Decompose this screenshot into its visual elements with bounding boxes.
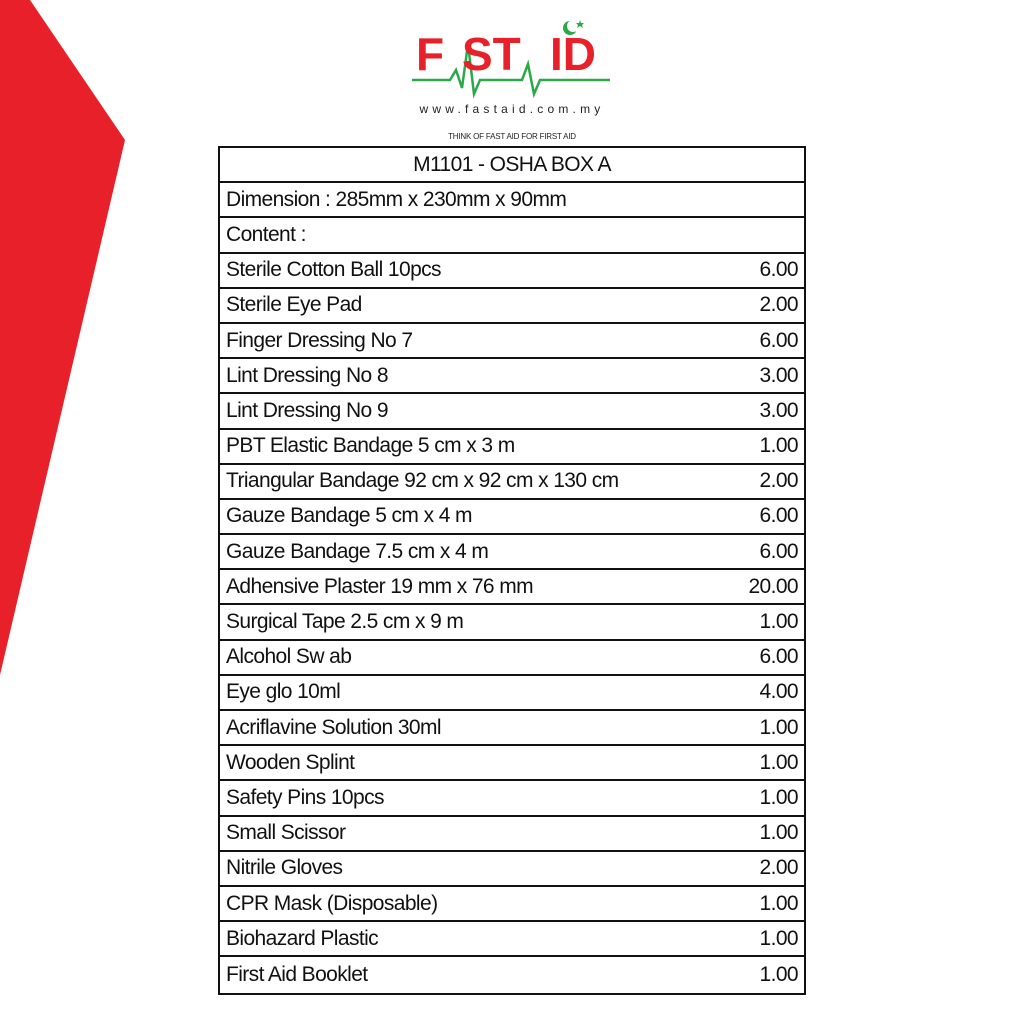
item-name: Triangular Bandage 92 cm x 92 cm x 130 cm (226, 469, 619, 493)
table-row (220, 746, 804, 781)
item-quantity: 1.00 (759, 821, 798, 845)
item-quantity: 6.00 (759, 504, 798, 528)
brand-tagline: THINK OF FAST AID FOR FIRST AID (448, 132, 576, 141)
content-header-row (220, 218, 804, 253)
table-row (220, 465, 804, 500)
item-name: Alcohol Sw ab (226, 645, 352, 669)
website-url: www.fastaid.com.my (419, 102, 605, 116)
product-title: M1101 - OSHA BOX A (413, 152, 611, 176)
table-row (220, 500, 804, 535)
item-quantity: 20.00 (748, 574, 798, 598)
content-label: Content : (226, 222, 306, 246)
item-quantity: 1.00 (759, 926, 798, 950)
item-name: Lint Dressing No 9 (226, 398, 388, 422)
table-row (220, 922, 804, 957)
item-quantity: 3.00 (759, 363, 798, 387)
table-row (220, 254, 804, 289)
svg-text:ID: ID (550, 28, 596, 80)
item-name: Small Scissor (226, 821, 346, 845)
item-name: Sterile Eye Pad (226, 293, 362, 317)
item-name: Eye glo 10ml (226, 680, 341, 704)
table-row (220, 676, 804, 711)
product-table (218, 146, 806, 995)
red-corner-decoration (0, 0, 125, 680)
item-quantity: 1.00 (759, 610, 798, 634)
table-row (220, 394, 804, 429)
item-name: Wooden Splint (226, 750, 355, 774)
fastaid-logo-icon (410, 14, 610, 100)
item-name: Nitrile Gloves (226, 856, 343, 880)
svg-text:F: F (416, 28, 445, 80)
item-name: Safety Pins 10pcs (226, 785, 384, 809)
item-name: Gauze Bandage 7.5 cm x 4 m (226, 539, 489, 563)
table-row (220, 817, 804, 852)
item-quantity: 1.00 (759, 891, 798, 915)
brand-logo (380, 14, 644, 146)
item-quantity: 2.00 (759, 293, 798, 317)
table-row (220, 359, 804, 394)
item-name: Gauze Bandage 5 cm x 4 m (226, 504, 472, 528)
item-list (220, 254, 804, 993)
item-quantity: 6.00 (759, 258, 798, 282)
item-name: First Aid Booklet (226, 962, 368, 986)
item-quantity: 6.00 (759, 539, 798, 563)
item-name: PBT Elastic Bandage 5 cm x 3 m (226, 434, 515, 458)
item-name: Sterile Cotton Ball 10pcs (226, 258, 441, 282)
item-name: Finger Dressing No 7 (226, 328, 413, 352)
table-row (220, 852, 804, 887)
table-row (220, 570, 804, 605)
item-name: CPR Mask (Disposable) (226, 891, 438, 915)
svg-text:ST: ST (462, 28, 521, 80)
product-title-row (220, 148, 804, 183)
item-quantity: 1.00 (759, 750, 798, 774)
table-row (220, 641, 804, 676)
table-row (220, 605, 804, 640)
item-quantity: 1.00 (759, 785, 798, 809)
item-quantity: 3.00 (759, 398, 798, 422)
item-name: Adhensive Plaster 19 mm x 76 mm (226, 574, 534, 598)
item-name: Biohazard Plastic (226, 926, 379, 950)
table-row (220, 781, 804, 816)
dimension-text: Dimension : 285mm x 230mm x 90mm (226, 187, 567, 211)
item-name: Surgical Tape 2.5 cm x 9 m (226, 610, 464, 634)
dimension-row (220, 183, 804, 218)
table-row (220, 711, 804, 746)
item-quantity: 2.00 (759, 856, 798, 880)
item-quantity: 1.00 (759, 962, 798, 986)
table-row (220, 535, 804, 570)
table-row (220, 289, 804, 324)
item-quantity: 1.00 (759, 434, 798, 458)
item-quantity: 1.00 (759, 715, 798, 739)
item-quantity: 2.00 (759, 469, 798, 493)
item-quantity: 4.00 (759, 680, 798, 704)
table-row (220, 324, 804, 359)
item-name: Lint Dressing No 8 (226, 363, 388, 387)
item-name: Acriflavine Solution 30ml (226, 715, 441, 739)
item-quantity: 6.00 (759, 645, 798, 669)
table-row (220, 887, 804, 922)
table-row (220, 957, 804, 992)
table-row (220, 430, 804, 465)
item-quantity: 6.00 (759, 328, 798, 352)
